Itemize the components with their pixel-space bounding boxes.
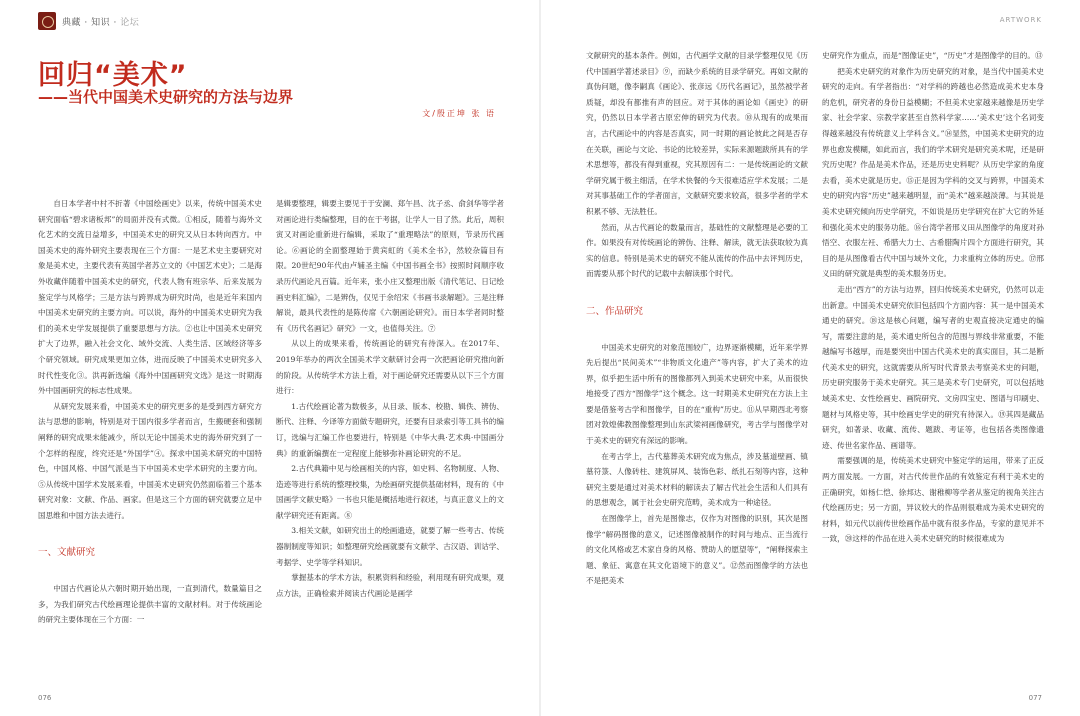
paragraph: 然而，从古代画论的数量而言，基础性的文献整理是必要的工作。如果没有对传统画论的辨伪、注释、解读，就无法获取较为真实的信息。特别是美术史的研究不能从流传的作品中去评判历史，而需要从那个时代的记载中去解读那个时代。 xyxy=(586,222,808,279)
paragraph: 2.古代典籍中见与绘画相关的内容，如史料、名物制度、人物、造迹等进行系统的整理校集，为绘画研究提供基础材料，现有的《中国画学文献史略》一书也只能是概括地进行叙述，与真正意义上的文献学研究还有距离。⑧ xyxy=(276,464,504,520)
paragraph: 把美术史研究的对象作为历史研究的对象，是当代中国美术史研究的走向。有学者指出：“对学科的跨越也必然造成美术史本身的危机，研究者的身份日益模糊；不但美术史家越来越像是历史学家、社会学家、宗教学家甚至自然科学家……‘美术史’这个名词变得越来越没有传统意义上学科含义。”⑭显然，中国美术史研究的边界也愈发模糊，如此而言，我们的学术研究是研究美术呢，还是研究历史呢？作品是美术作品，还是历史史料呢？从历史学家的角度去看，美术史就是历史。⑮正是因为学科的交叉与跨界，中国美术史的研究内容“历史”越来越明显，而“美术”越来越淡薄。与其说是美术史研究倾向历史学研究，不如说是历史学研究在扩大它的外延和强化美术史的服务功能。⑯台湾学者邢义田从图像学的角度对孙悟空、衣服左衽、希腊大力士、古希腊陶片四个方面进行研究，其目的是从图像看古代中国与域外文化，力求重构立体的历史。⑰邢义田的研究就是典型的美术服务历史。 xyxy=(822,66,1044,279)
section-heading: 一、文献研究 xyxy=(38,547,96,559)
paragraph: 掌握基本的学术方法，积累资料和经验，利用现有研究成果，观点方法，正确检索并阅读古代画论是画学 xyxy=(276,573,504,598)
paragraph: 从研究发展来看，中国美术史的研究更多的是受到西方研究方法与思想的影响，特别是对于国内很多学者而言，生搬硬套和强制阐释的研究成果未能减少，所以无论中国美术史的海外研究到了一个怎样的程度，终究还是“外国学”④。探求中国美术研究的中国特色，中国风格、中国气派是当下中国美术史学术研究的主要方向。⑤从传统中国学术发展来看，中国美术史研究仍然面临着三个基本研究对象：文献、作品、画家。但是这三个方面的研究就要立足中国思维和中国方法去进行。 xyxy=(38,401,262,520)
article-byline: 文/殷正坤 张 语 xyxy=(422,109,496,118)
page-number-left: 076 xyxy=(38,694,52,702)
paragraph: 3.相关文献，如研究出土的绘画遗迹，就要了解一些考古、传统器制制度等知识；如整理研究绘画就要有文献学、古汉语、训诂学、考据学、史学等学科知识。 xyxy=(276,526,504,567)
paragraph: 从以上的成果来看，传统画论的研究有待深入。在2017年、2019年举办的两次全国美术学文献研讨会再一次把画论研究推向新的阶段。从传统学术方法上看，对于画论研究还需要从以下三个方面进行： xyxy=(276,339,504,396)
paragraph: 中国美术史研究的对象范围较广，边界逐渐模糊，近年来学界先后提出“民间美术”“非物质文化遗产”等内容，扩大了美术的边界，似乎把生活中所有的图像都列入到美术史研究中来，从而很快地接受了西方“图像学”这个概念。这一时期美术史研究在方法上主要是借鉴考古学和图像学，目的在“重构”历史。⑪从早期西北考察团对敦煌佛教图像整理到山东武梁祠画像研究，考古学与图像学对于美术史的研究有深远的影响。 xyxy=(586,342,808,446)
paragraph: 史研究作为重点，而是“图像证史”，“历史”才是图像学的目的。⑬ xyxy=(822,51,1043,60)
paragraph: 走出“西方”的方法与边界，回归传统美术史研究，仍然可以走出新意。中国美术史研究依旧包括四个方面内容：其一是中国美术通史的研究。⑱这是核心问题，编写者的史观直接决定通史的编写，需要注意的是，美术通史所包含的范围与界线非常重要，不能越编写书越厚，而是要突出中国古代美术史的真实面目，其二是断代美术史的研究，这就需要从所写时代背景去考察美术史的问题，历史研究服务于美术史研究。其三是美术专门史研究，可以包括地域美术史、女性绘画史、画院研究、文房四宝史、图谱与印刷史、题材与风格史等，其中绘画史学史的研究有待深入。⑲其四是藏品研究，如著录、收藏、流传、题跋、考证等，也包括各类图像遗迹、传世名家作品、画谱等。 xyxy=(822,284,1044,450)
paragraph: 是辑要整理，辑要主要见于于安澜、郑午昌、沈子丞、俞剑华等学者对画论进行类编整理，目的在于考据，让学人一目了然。此后，周积寅又对画论重新进行编辑，采取了“重理略法”的原则，节录历代画论。⑥画论的全面整理始于黄宾虹的《美术全书》，然较杂篇目有限。20世纪90年代由卢辅圣主编《中国书画全书》按照时间顺序收录历代画论凡百篇。近年来，张小庄又整理出版《清代笔记、日记绘画史料汇编》，二是辨伪，仅见于余绍宋《书画书录解题》。三是注释解说，最具代表性的是陈传席《六朝画论研究》。而日本学者同时整有《历代名画记》研究》一文，也值得关注。⑦ xyxy=(276,199,504,333)
paragraph: 在考古学上，古代墓葬美术研究成为焦点，涉及墓道壁画、镇墓符箓、人像砖柱、建筑屏风、装饰色彩、纸扎石刻等内容，这种研究主要是通过对美术材料的解读去了解古代社会生活和人们具有的思想观念，属于社会史研究范畴，美术成为一种途径。 xyxy=(586,451,808,508)
text-column-1 xyxy=(38,196,262,686)
section-label: ARTWORK xyxy=(999,16,1042,24)
paragraph: 1.古代绘画论著为数极多，从目录、版本、校勘、辑佚、辨伪、断代、注释、今译等方面做专题研究，还要有目录索引等工具书的编订，选编与汇编工作也要进行，特别是《中华大典·艺术典·中国画分典》的重新编撰在一定程度上能够弥补画论研究的不足。 xyxy=(276,401,504,458)
paragraph: 需要强调的是，传统美术史研究中鉴定学的运用，带来了正反两方面发展。一方面，对古代传世作品的有效鉴定有利于美术史的正确研究，如杨仁恺、徐邦达、谢稚柳等学者从鉴定的视角关注古代绘画历史；另一方面，异议较大的作品则很难成为美术史研究的材料，如元代以前传世绘画作品中就有很多作品，专家的意见并不一致，⑳这样的作品在进入美术史研究的时候很难成为 xyxy=(822,456,1044,544)
paragraph: 中国古代画论从六朝时期开始出现，一直到清代，数量篇目之多，为我们研究古代绘画理论提供丰富的文献材料。对于传统画论的研究主要体现在三个方面：一 xyxy=(38,584,262,625)
magazine-name: 典藏 xyxy=(62,17,82,28)
text-column-4 xyxy=(822,48,1044,688)
article-subtitle: ——当代中国美术史研究的方法与边界 xyxy=(38,88,294,106)
subsection-name: 论坛 xyxy=(120,17,140,28)
section-heading: 二、作品研究 xyxy=(586,305,644,317)
running-head xyxy=(38,12,139,30)
text-column-3 xyxy=(586,48,808,688)
article-title: 回归“美术” xyxy=(38,60,188,91)
text-column-2 xyxy=(276,196,504,686)
page-number-right: 077 xyxy=(1028,694,1042,702)
running-head-text: 典藏 · 知识 · 论坛 xyxy=(62,17,140,28)
paragraph: 在图像学上，首先是图像志，仅作为对图像的识别，其次是图像学“解码图像的意义，记述图像被制作的时间与地点、正当流行的文化风格或艺术家自身的风格、赞助人的愿望等”，“阐释探索主题、象征、寓意在其文化语境下的意义”。⑫然而图像学的方法也不是把美术 xyxy=(586,514,808,586)
paragraph: 文献研究的基本条件。例如，古代画学文献的目录学整理仅见《历代中国画学著述录目》⑨，而缺少系统的目录学研究。再如文献的真伪问题，像李嗣真《画论》、张彦远《历代名画记》，虽然被学者质疑，却没有都推有声的回应。对于其体的画论如《画史》的研究，仍然以日本学者古原宏伸的研究为代表。⑩从现有的成果而言，古代画论中的内容是否真实，同一时期的画论彼此之间是否存在关联，画论与文论、书论的比较差异，实际来源题跋所具有的学术思想等，都没有得到重视，究其原因有二：一是传统画论的文献学研究属于极主细活，在学术快餐的今天很难适应学术发展；二是对其事基础工作的学者面言，文献研究要求较高，很多学者的学术积累不够、无法胜任。 xyxy=(586,51,808,216)
section-name: 知识 xyxy=(91,17,111,28)
magazine-logo-icon xyxy=(38,12,56,30)
paragraph: 自日本学者中村不折著《中国绘画史》以来，传统中国美术史研究面临“碧求诸板邦”的局面并没有式微。①相反，随着与海外文化艺术的交流日益增多，中国美术史的研究又从日本转向西方。中国美术史的海外研究主要表现在三个方面：一是艺术史主要研究对象是美术史，主要代表有英国学者苏立文的《中国艺术史》；二是海外收藏伴随着中国美术史的研究，代表人物有班宗华、后来发展为鉴定学与风格学；三是方法与跨界成为研究时尚，也是近年来国内中国美术史研究的主要方向。可以说，海外的中国美术史研究为我们的美术史学发展提供了重要思想与方法。②也让中国美术史研究扩大了边界，融入社会文化、域外交流、人类生活、区域经济等多个研究领域。研究成果更加立体，进而反映了中国美术史研究多入时代性变化③。洪再新选编《海外中国画研究文选》是这一时期海外中国画研究的标志性成果。 xyxy=(38,199,262,396)
